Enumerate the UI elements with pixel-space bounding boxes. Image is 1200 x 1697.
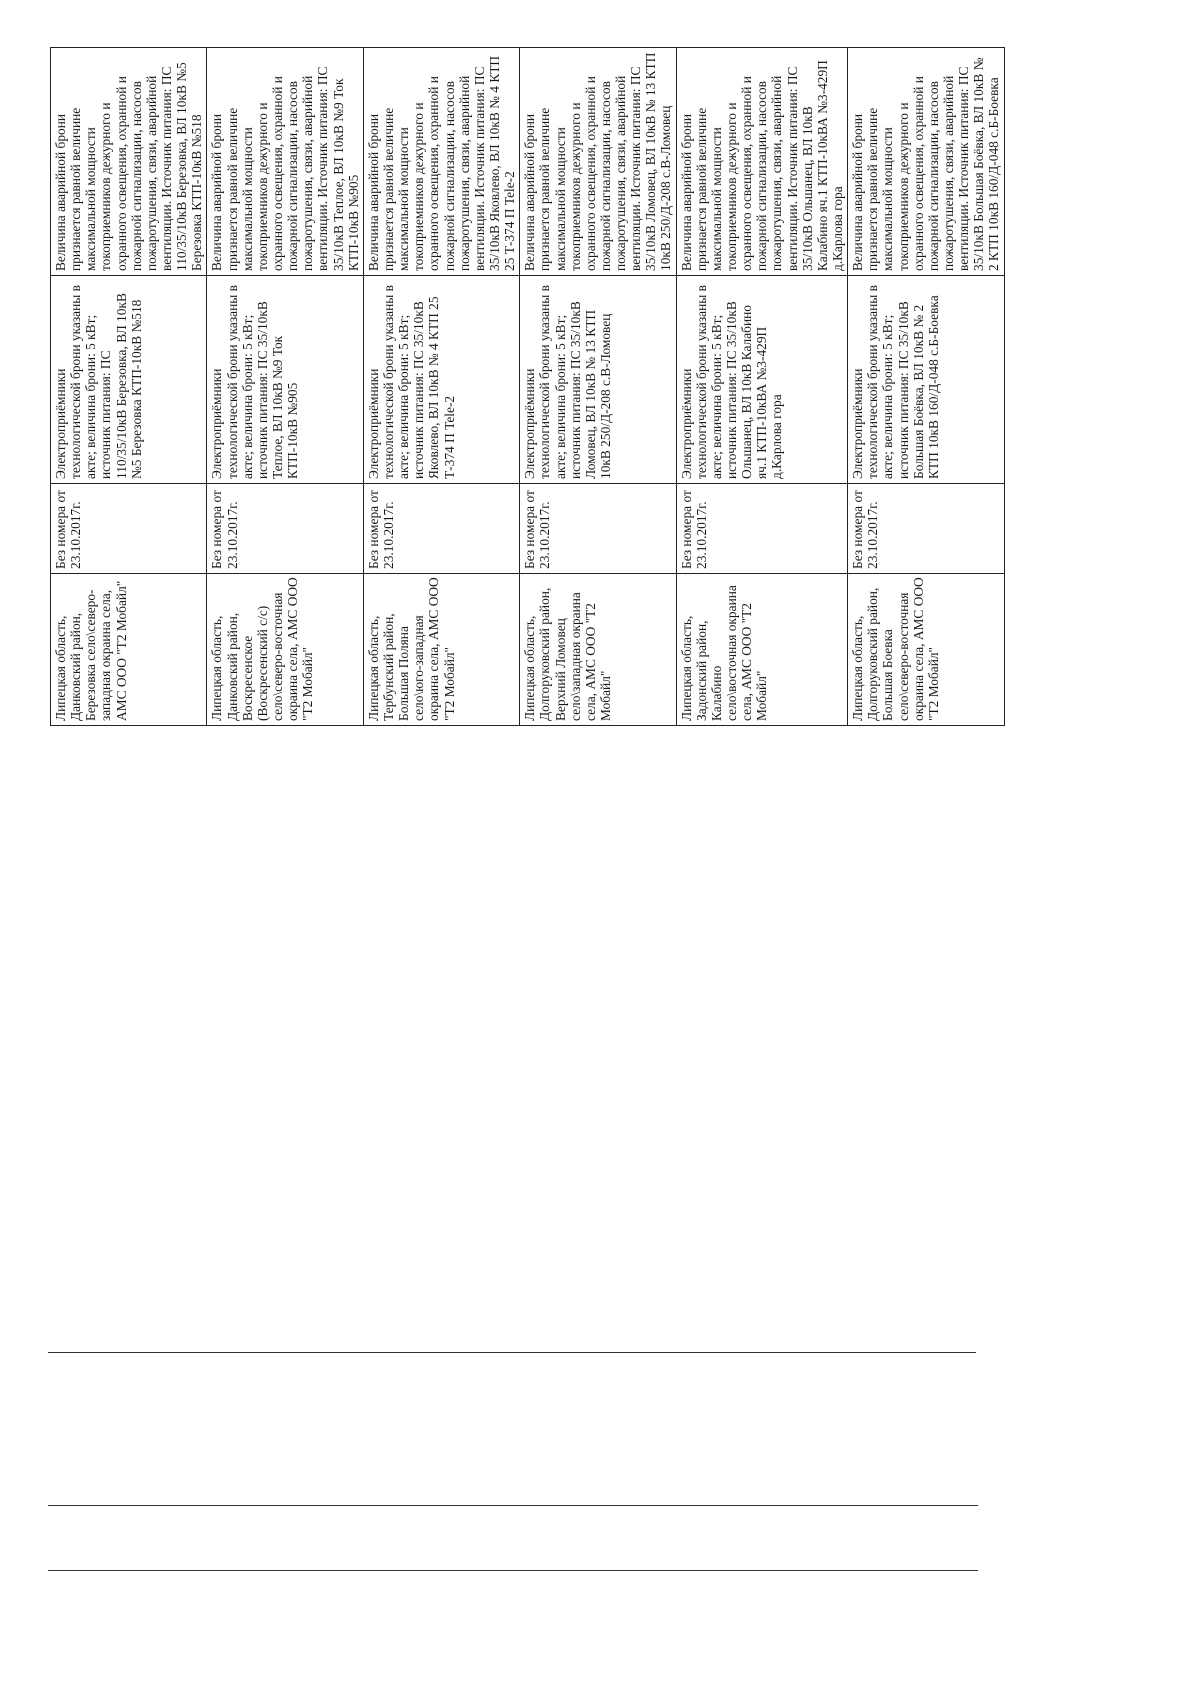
table-row [363,48,519,726]
table-row [848,48,1004,726]
tech-cell: Электроприёмники технологической брони указаны в акте; величина брони: 5 кВт; источник питания: ПС 35/10кВ Ольшанец, ВЛ 10кВ Калабино яч.1 КТП-10кВА №3-429П д.Карлова гора [676,276,848,484]
horizontal-rule-1 [48,1352,976,1353]
location-cell: Липецкая область, Данковский район, Воскресенское (Воскресенский с/с) село\северо-восточная окраина села, АМС ООО "Т2 Мобайл" [207,574,363,726]
emergency-cell: Величина аварийной брони признается равной величине максимальной мощности токоприемников дежурного и охранного освещения, охранной и пожарной сигнализации, насосов пожаротушения, связи, аварийной вентиляции. Источник питания: ПС 35/10кВ Ломовец, ВЛ 10кВ № 13 КТП 10кВ 250/Д-208 с.В-Ломовец [520,48,676,276]
emergency-cell: Величина аварийной брони признается равной величине максимальной мощности токоприемников дежурного и охранного освещения, охранной и пожарной сигнализации, насосов пожаротушения, связи, аварийной вентиляции. Источник питания: ПС 35/10кВ Ольшанец, ВЛ 10кВ Калабино яч.1 КТП-10кВА №3-429П д.Карлова гора [676,48,848,276]
act-cell: Без номера от 23.10.2017г. [51,484,207,574]
location-cell: Липецкая область, Данковский район, Березовка село\северо-западная окраина села, АМС ООО "Т2 Мобайл" [51,574,207,726]
location-cell: Липецкая область, Задонский район, Калабино село\восточная окраина села, АМС ООО "Т2 Мобайл" [676,574,848,726]
tech-cell: Электроприёмники технологической брони указаны в акте; величина брони: 5 кВт; источник питания: ПС 35/10кВ Большая Боёвка, ВЛ 10кВ № 2 КТП 10кВ 160/Д-048 с.Б-Боевка [848,276,1004,484]
act-cell: Без номера от 23.10.2017г. [363,484,519,574]
horizontal-rule-3 [48,1570,978,1571]
table-row [207,48,363,726]
emergency-cell: Величина аварийной брони признается равной величине максимальной мощности токоприемников дежурного и охранного освещения, охранной и пожарной сигнализации, насосов пожаротушения, связи, аварийной вентиляции. Источник питания: ПС 35/10кВ Теплое, ВЛ 10кВ №9 Ток КТП-10кВ №905 [207,48,363,276]
tech-cell: Электроприёмники технологической брони указаны в акте; величина брони: 5 кВт; источник питания: ПС 35/10кВ Ломовец, ВЛ 10кВ № 13 КТП 10кВ 250/Д-208 с.В-Ломовец [520,276,676,484]
emergency-cell: Величина аварийной брони признается равной величине максимальной мощности токоприемников дежурного и охранного освещения, охранной и пожарной сигнализации, насосов пожаротушения, связи, аварийной вентиляции. Источник питания: ПС 35/10кВ Большая Боёвка, ВЛ 10кВ № 2 КТП 10кВ 160/Д-048 с.Б-Боевка [848,48,1004,276]
tech-cell: Электроприёмники технологической брони указаны в акте; величина брони: 5 кВт; источник питания: ПС 35/10кВ Теплое, ВЛ 10кВ №9 Ток КТП-10кВ №905 [207,276,363,484]
location-cell: Липецкая область, Долгоруковский район, Верхний Ломовец село\западная окраина села, АМС ООО "Т2 Мобайл" [520,574,676,726]
horizontal-rule-2 [48,1505,978,1506]
tech-cell: Электроприёмники технологической брони указаны в акте; величина брони: 5 кВт; источник питания: ПС 110/35/10кВ Березовка, ВЛ 10кВ №5 Березовка КТП-10кВ №518 [51,276,207,484]
location-cell: Липецкая область, Долгоруковский район, Большая Боевка село\северо-восточная окраина села, АМС ООО "Т2 Мобайл" [848,574,1004,726]
table-row [676,48,848,726]
table-row [51,48,207,726]
reservation-table [50,47,1005,726]
emergency-cell: Величина аварийной брони признается равной величине максимальной мощности токоприемников дежурного и охранного освещения, охранной и пожарной сигнализации, насосов пожаротушения, связи, аварийной вентиляции. Источник питания: ПС 35/10кВ Яковлево, ВЛ 10кВ № 4 КТП 25 Т-374 П Tele-2 [363,48,519,276]
tech-cell: Электроприёмники технологической брони указаны в акте; величина брони: 5 кВт; источник питания: ПС 35/10кВ Яковлево, ВЛ 10кВ № 4 КТП 25 Т-374 П Tele-2 [363,276,519,484]
table-row [520,48,676,726]
emergency-cell: Величина аварийной брони признается равной величине максимальной мощности токоприемников дежурного и охранного освещения, охранной и пожарной сигнализации, насосов пожаротушения, связи, аварийной вентиляции. Источник питания: ПС 110/35/10кВ Березовка, ВЛ 10кВ №5 Березовка КТП-10кВ №518 [51,48,207,276]
landscape-sheet [50,48,1002,726]
act-cell: Без номера от 23.10.2017г. [520,484,676,574]
location-cell: Липецкая область, Тербунский район, Большая Поляна село\юго-западная окраина села, АМС ООО "Т2 Мобайл" [363,574,519,726]
rotated-table-area [50,48,1002,726]
act-cell: Без номера от 23.10.2017г. [207,484,363,574]
act-cell: Без номера от 23.10.2017г. [848,484,1004,574]
act-cell: Без номера от 23.10.2017г. [676,484,848,574]
